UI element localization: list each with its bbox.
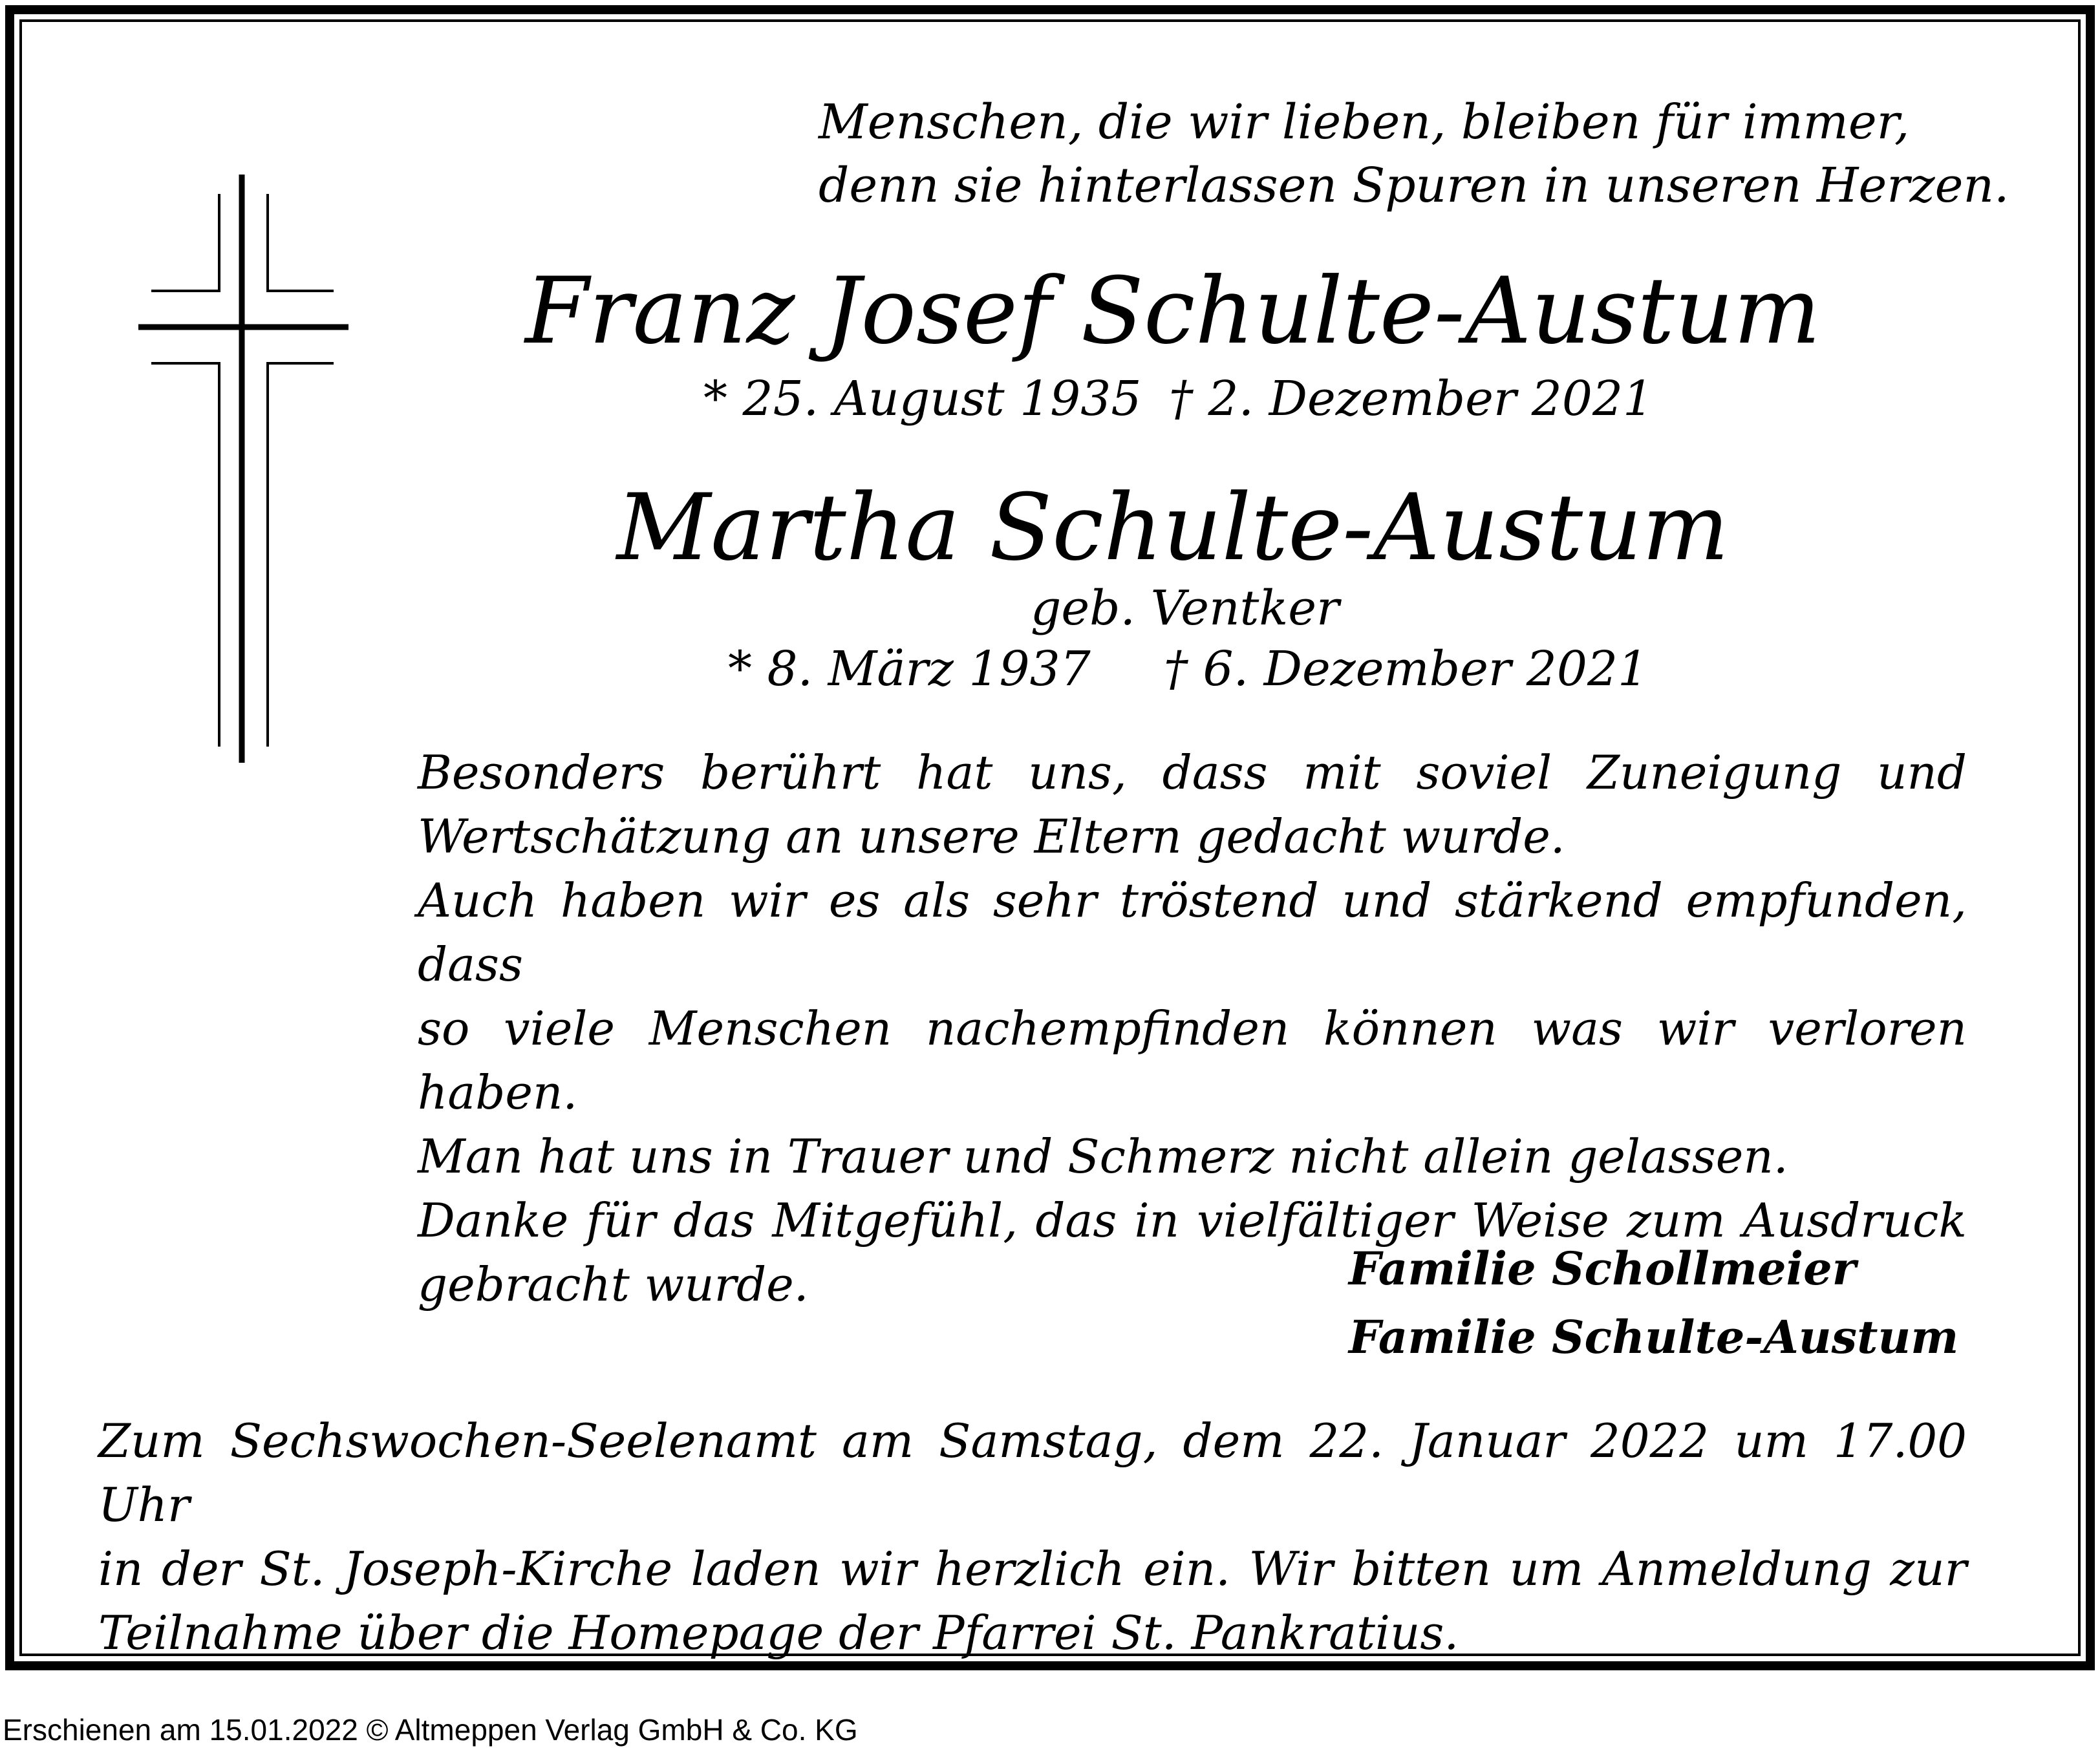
name-franz-josef: Franz Josef Schulte-Austum [525,258,1821,365]
birth-date-franz-josef: * 25. August 1935 [703,371,1142,427]
memorial-service-invitation [98,1409,1967,1665]
death-date-martha: † 6. Dezember 2021 [1164,641,1649,697]
invitation-line-1: Zum Sechswochen-Seelenamt am Samstag, dem 22. Januar 2022 um 17.00 Uhr [98,1414,1967,1532]
birth-date-martha: * 8. März 1937 [728,641,1091,697]
epigraph-quote [819,90,2009,217]
message-line-3: Auch haben wir es als sehr tröstend und stärkend empfunden, dass [418,873,1967,992]
message-line-2: Wertschätzung an unsere Eltern gedacht wurde. [418,809,1565,864]
quote-line-1: Menschen, die wir lieben, bleiben für immer, [819,94,1910,150]
family-signature [1349,1235,1958,1372]
message-line-5: Man hat uns in Trauer und Schmerz nicht allein gelassen. [418,1129,1788,1184]
maiden-name-martha: geb. Ventker [1031,580,1340,636]
name-martha: Martha Schulte-Austum [616,474,1730,581]
signature-line-2: Familie Schulte-Austum [1349,1310,1959,1364]
message-line-6: Danke für das Mitgefühl, das in vielfältiger Weise zum Ausdruck [418,1193,1967,1248]
message-line-7: gebracht wurde. [418,1257,809,1312]
invitation-line-2: in der St. Joseph-Kirche laden wir herzlich ein. Wir bitten um Anmeldung zur [98,1542,1967,1596]
publication-footer: Erschienen am 15.01.2022 © Altmeppen Verlag GmbH & Co. KG [3,1713,858,1747]
quote-line-2: denn sie hinterlassen Spuren in unseren Herzen. [819,158,2009,213]
death-date-franz-josef: † 2. Dezember 2021 [1169,371,1654,427]
invitation-line-3: Teilnahme über die Homepage der Pfarrei St. Pankratius. [98,1606,1459,1660]
thanks-message [418,741,1967,1317]
message-line-1: Besonders berührt hat uns, dass mit soviel Zuneigung und [418,745,1967,800]
message-line-4: so viele Menschen nachempfinden können was wir verloren haben. [418,1001,1967,1120]
signature-line-1: Familie Schollmeier [1349,1242,1856,1295]
